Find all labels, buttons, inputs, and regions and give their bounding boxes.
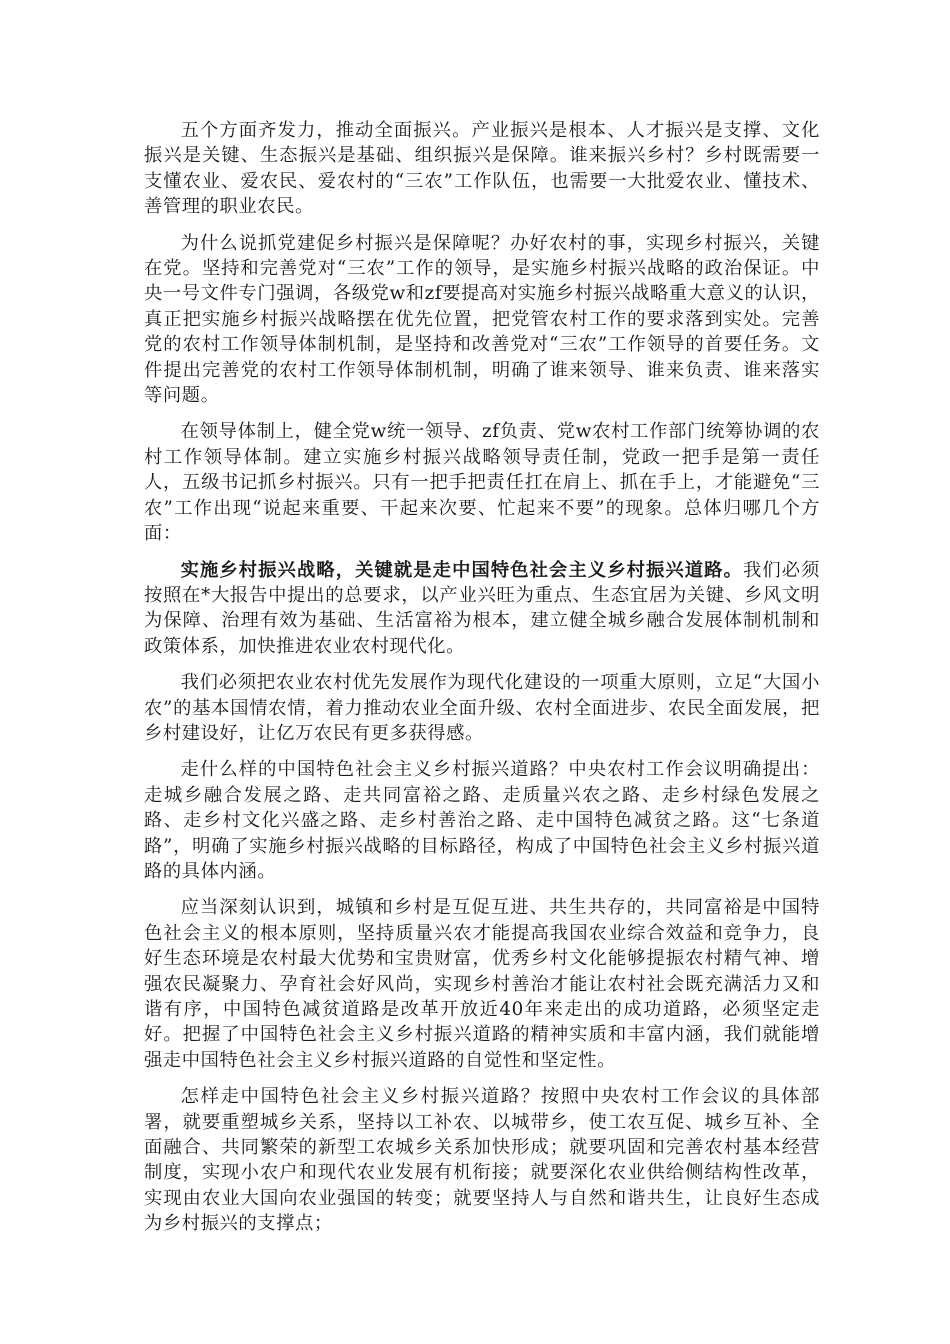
paragraph-3 bbox=[144, 419, 820, 546]
paragraph-text: 我们必须把农业农村优先发展作为现代化建设的一项重大原则，立足“大国小农”的基本国情农情，着力推动农业全面升级、农村全面进步、农民全面发展，把乡村建设好，让亿万农民有更多获得感。 bbox=[144, 672, 820, 744]
paragraph-6 bbox=[144, 757, 820, 884]
paragraph-bold-lead: 实施乡村振兴战略，关键就是走中国特色社会主义乡村振兴道路。 bbox=[180, 559, 743, 581]
document-body bbox=[144, 118, 820, 1248]
paragraph-4 bbox=[144, 558, 820, 660]
paragraph-2 bbox=[144, 231, 820, 409]
paragraph-7 bbox=[144, 895, 820, 1073]
paragraph-5 bbox=[144, 670, 820, 746]
paragraph-8 bbox=[144, 1084, 820, 1236]
paragraph-text: 在领导体制上，健全党w统一领导、zf负责、党w农村工作部门统筹协调的农村工作领导体制。建立实施乡村振兴战略领导责任制，党政一把手是第一责任人，五级书记抓乡村振兴。只有一把手把责任扛在肩上、抓在手上，才能避免“三农”工作出现“说起来重要、干起来次要、忙起来不要”的现象。总体归哪几个方面： bbox=[144, 421, 820, 545]
paragraph-text: 为什么说抓党建促乡村振兴是保障呢？办好农村的事，实现乡村振兴，关键在党。坚持和完善党对“三农”工作的领导，是实施乡村振兴战略的政治保证。中央一号文件专门强调，各级党w和zf要提高对实施乡村振兴战略重大意义的认识，真正把实施乡村振兴战略摆在优先位置，把党管农村工作的要求落到实处。完善党的农村工作领导体制机制，是坚持和改善党对“三农”工作领导的首要任务。文件提出完善党的农村工作领导体制机制，明确了谁来领导、谁来负责、谁来落实等问题。 bbox=[144, 232, 820, 407]
paragraph-text: 怎样走中国特色社会主义乡村振兴道路？按照中央农村工作会议的具体部署，就要重塑城乡关系，坚持以工补农、以城带乡，使工农互促、城乡互补、全面融合、共同繁荣的新型工农城乡关系加快形成；就要巩固和完善农村基本经营制度，实现小农户和现代农业发展有机衔接；就要深化农业供给侧结构性改革，实现由农业大国向农业强国的转变；就要坚持人与自然和谐共生，让良好生态成为乡村振兴的支撑点； bbox=[144, 1086, 820, 1235]
paragraph-text: 走什么样的中国特色社会主义乡村振兴道路？中央农村工作会议明确提出：走城乡融合发展之路、走共同富裕之路、走质量兴农之路、走乡村绿色发展之路、走乡村文化兴盛之路、走乡村善治之路、走中国特色减贫之路。这“七条道路”，明确了实施乡村振兴战略的目标路径，构成了中国特色社会主义乡村振兴道路的具体内涵。 bbox=[144, 759, 820, 882]
paragraph-text: 五个方面齐发力，推动全面振兴。产业振兴是根本、人才振兴是支撑、文化振兴是关键、生态振兴是基础、组织振兴是保障。谁来振兴乡村？乡村既需要一支懂农业、爱农民、爱农村的“三农”工作队伍，也需要一大批爱农业、懂技术、善管理的职业农民。 bbox=[144, 120, 820, 218]
paragraph-1 bbox=[144, 118, 820, 220]
paragraph-text: 应当深刻认识到，城镇和乡村是互促互进、共生共存的，共同富裕是中国特色社会主义的根本原则，坚持质量兴农才能提高我国农业综合效益和竞争力，良好生态环境是农村最大优势和宝贵财富，优秀乡村文化能够提振农村精气神、增强农民凝聚力、孕育社会好风尚，实现乡村善治才能让农村社会既充满活力又和谐有序，中国特色减贫道路是改革开放近40年来走出的成功道路，必须坚定走好。把握了中国特色社会主义乡村振兴道路的精神实质和丰富内涵，我们就能增强走中国特色社会主义乡村振兴道路的自觉性和坚定性。 bbox=[144, 897, 820, 1071]
paragraph-text: 我们必须按照在*大报告中提出的总要求，以产业兴旺为重点、生态宜居为关键、乡风文明为保障、治理有效为基础、生活富裕为根本，建立健全城乡融合发展体制机制和政策体系，加快推进农业农村现代化。 bbox=[144, 559, 820, 657]
